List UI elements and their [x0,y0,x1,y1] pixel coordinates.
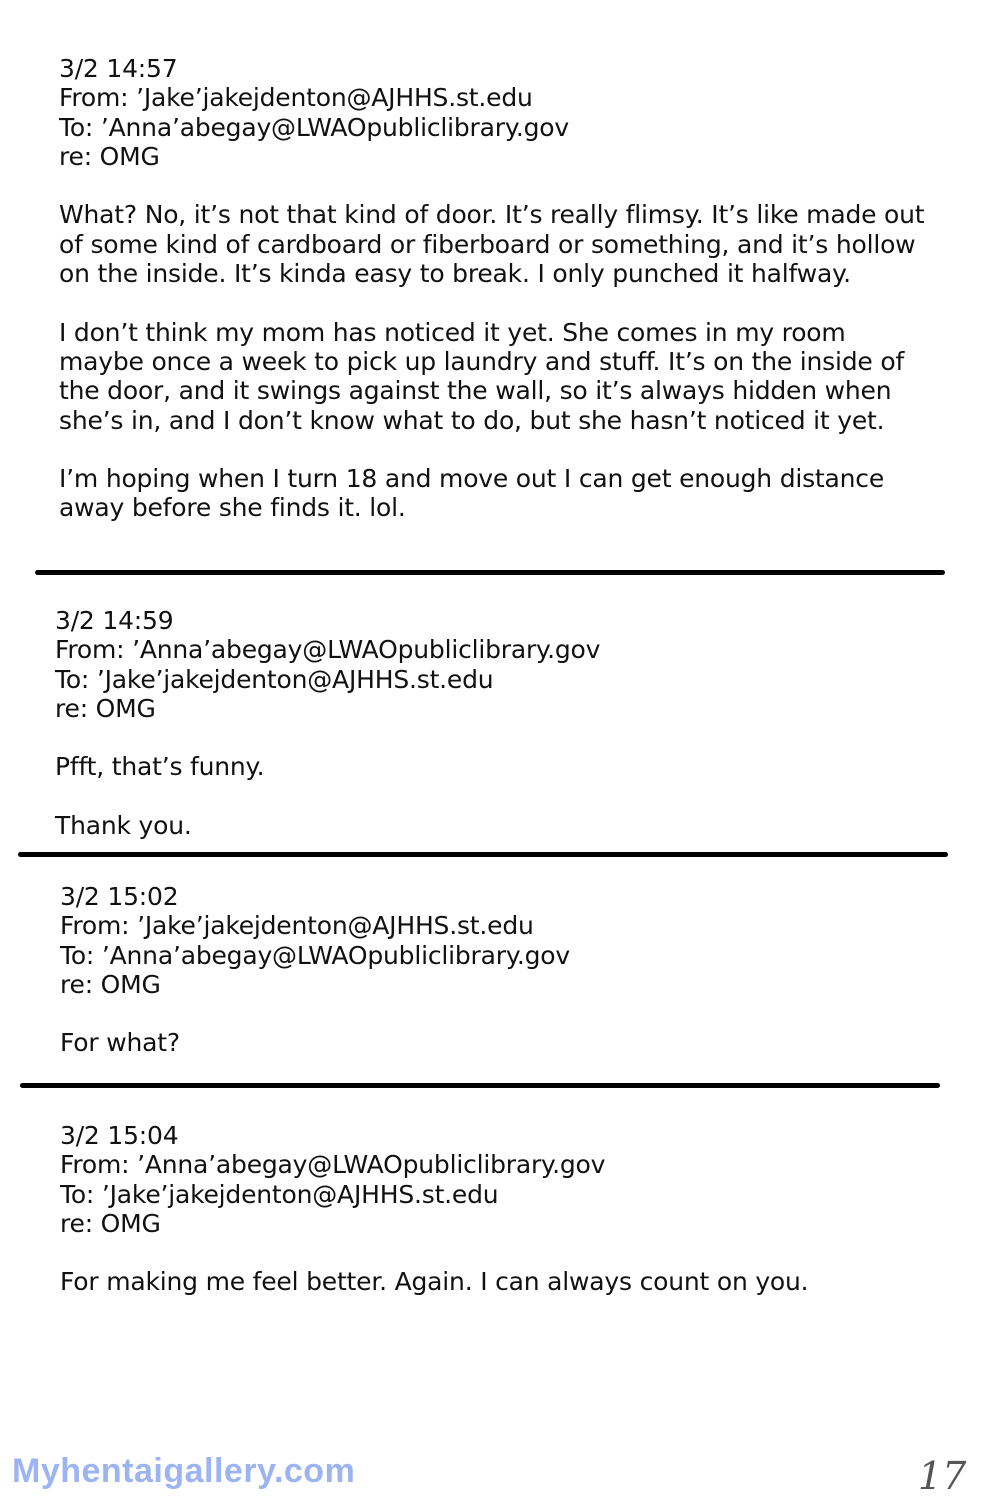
email-timestamp: 3/2 15:04 [60,1121,179,1150]
email-message [55,606,935,840]
email-body-paragraph: I don’t think my mom has noticed it yet. She comes in my room maybe once a week to pick up laundry and stuff. It’s on the inside of the door, and it swings against the wall, so it’s always hidden when she’s in, and I don’t know what to do, but she hasn’t noticed it yet. [59,317,905,435]
email-timestamp: 3/2 15:02 [60,882,179,911]
message-divider [35,570,945,575]
email-body-paragraph: For making me feel better. Again. I can always count on you. [60,1267,809,1297]
email-to: To: ’Jake’jakejdenton@AJHHS.st.edu [60,1179,499,1209]
email-timestamp: 3/2 14:59 [55,606,174,635]
email-from: From: ’Anna’abegay@LWAOpubliclibrary.gov [55,635,601,665]
email-message [59,54,929,523]
email-body-paragraph: Pfft, that’s funny. [55,752,265,782]
email-body-paragraph: What? No, it’s not that kind of door. It’s really flimsy. It’s like made out of some kind of cardboard or fiberboard or something, and it’s hollow on the inside. It’s kinda easy to break. I only punched it halfway. [59,200,925,289]
email-body-paragraph: Thank you. [55,811,192,841]
email-subject: re: OMG [59,141,160,171]
email-body-paragraph: I’m hoping when I turn 18 and move out I can get enough distance away before she finds it. lol. [59,464,885,523]
message-divider [18,852,948,857]
email-to: To: ’Anna’abegay@LWAOpubliclibrary.gov [60,940,570,970]
email-timestamp: 3/2 14:57 [59,54,178,83]
email-to: To: ’Jake’jakejdenton@AJHHS.st.edu [55,664,494,694]
email-subject: re: OMG [55,693,156,723]
page-number: 17 [918,1454,967,1498]
email-subject: re: OMG [60,1208,161,1238]
email-message [60,1121,940,1297]
email-to: To: ’Anna’abegay@LWAOpubliclibrary.gov [59,112,569,142]
message-divider [20,1083,940,1088]
email-from: From: ’Jake’jakejdenton@AJHHS.st.edu [60,911,534,941]
email-body-paragraph: For what? [60,1028,180,1058]
site-watermark: Myhentaigallery.com [12,1452,356,1490]
email-from: From: ’Anna’abegay@LWAOpubliclibrary.gov [60,1150,606,1180]
email-message [60,882,930,1058]
email-subject: re: OMG [60,969,161,999]
email-from: From: ’Jake’jakejdenton@AJHHS.st.edu [59,83,533,113]
